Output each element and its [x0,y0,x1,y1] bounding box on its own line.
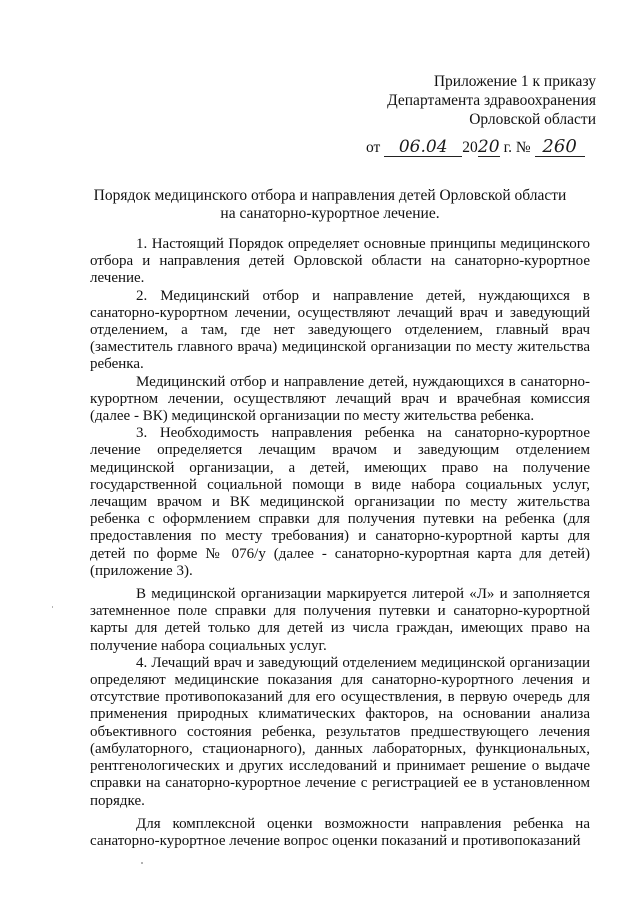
paragraph-2: 2. Медицинский отбор и направление детей, нуждающихся в санаторно-курортном лечении, осуществляют лечащий врач и заведующий отделением, а там, где нет заведующего отделением, главный врач (заместитель главного врача) медицинской организации по месту жительства ребенка. [90,287,590,373]
document-body [90,236,590,850]
appendix-header [336,72,596,129]
paragraph-3-marking: В медицинской организации маркируется литерой «Л» и заполняется затемненное поле справки для получения путевки и санаторно-курортной карты для детей только для детей из числа граждан, имеющих право на получение набора социальных услуг. [90,586,590,654]
paragraph-4-continued: Для комплексной оценки возможности направления ребенка на санаторно-курортное лечение вопрос оценки показаний и противопоказаний [90,815,590,849]
paragraph-1: 1. Настоящий Порядок определяет основные принципы медицинского отбора и направления детей Орловской области на санаторно-курортное лечение. [90,236,590,287]
document-title [80,187,580,223]
appendix-line-3: Орловской области [469,111,596,128]
year-suffix-number-label: г. № [503,139,531,156]
title-line-2: на санаторно-курортное лечение. [220,205,440,222]
handwritten-date: 06.04 [384,138,462,157]
year-prefix: 20 [462,139,478,156]
appendix-line-1: Приложение 1 к приказу [433,73,596,90]
scan-speck [52,606,53,608]
scan-speck [141,862,143,864]
paragraph-3: 3. Необходимость направления ребенка на санаторно-курортное лечение определяется лечащим врачом и заведующим отделением медицинской организации, а детей, имеющих право на получение государственной социальной помощи в виде набора социальных услуг, лечащим врачом и ВК медицинской организации по месту жительства ребенка с оформлением справки для получения путевки на ребенка (для предоставления по месту требования) и санаторно-курортной карты для детей по форме № 076/у (далее - санаторно-курортная карта для детей) (приложение 3). [90,425,590,579]
title-line-1: Порядок медицинского отбора и направления детей Орловской области [93,187,567,204]
appendix-line-2: Департамента здравоохранения [387,92,596,109]
handwritten-year: 20 [477,137,500,157]
order-date-number-line [366,137,606,159]
paragraph-4: 4. Лечащий врач и заведующий отделением медицинской организации определяют медицинские показания для санаторно-курортного лечения и отсутствие противопоказаний для его осуществления, в первую очередь для применения природных климатических факторов, на основании анализа объективного состояния ребенка, результатов предшествующего лечения (амбулаторного, стационарного), данных лабораторных, функциональных, рентгенологических и других исследований и принимает решение о выдаче справки на санаторно-курортное лечение с регистрацией ее в установленном порядке. [90,654,590,809]
paragraph-2-continued: Медицинский отбор и направление детей, нуждающихся в санаторно-курортном лечении, осуществляют лечащий врач и врачебная комиссия (далее - ВК) медицинской организации по месту жительства ребенка. [90,373,590,425]
order-prefix: от [366,139,381,156]
handwritten-order-number: 260 [535,138,585,157]
